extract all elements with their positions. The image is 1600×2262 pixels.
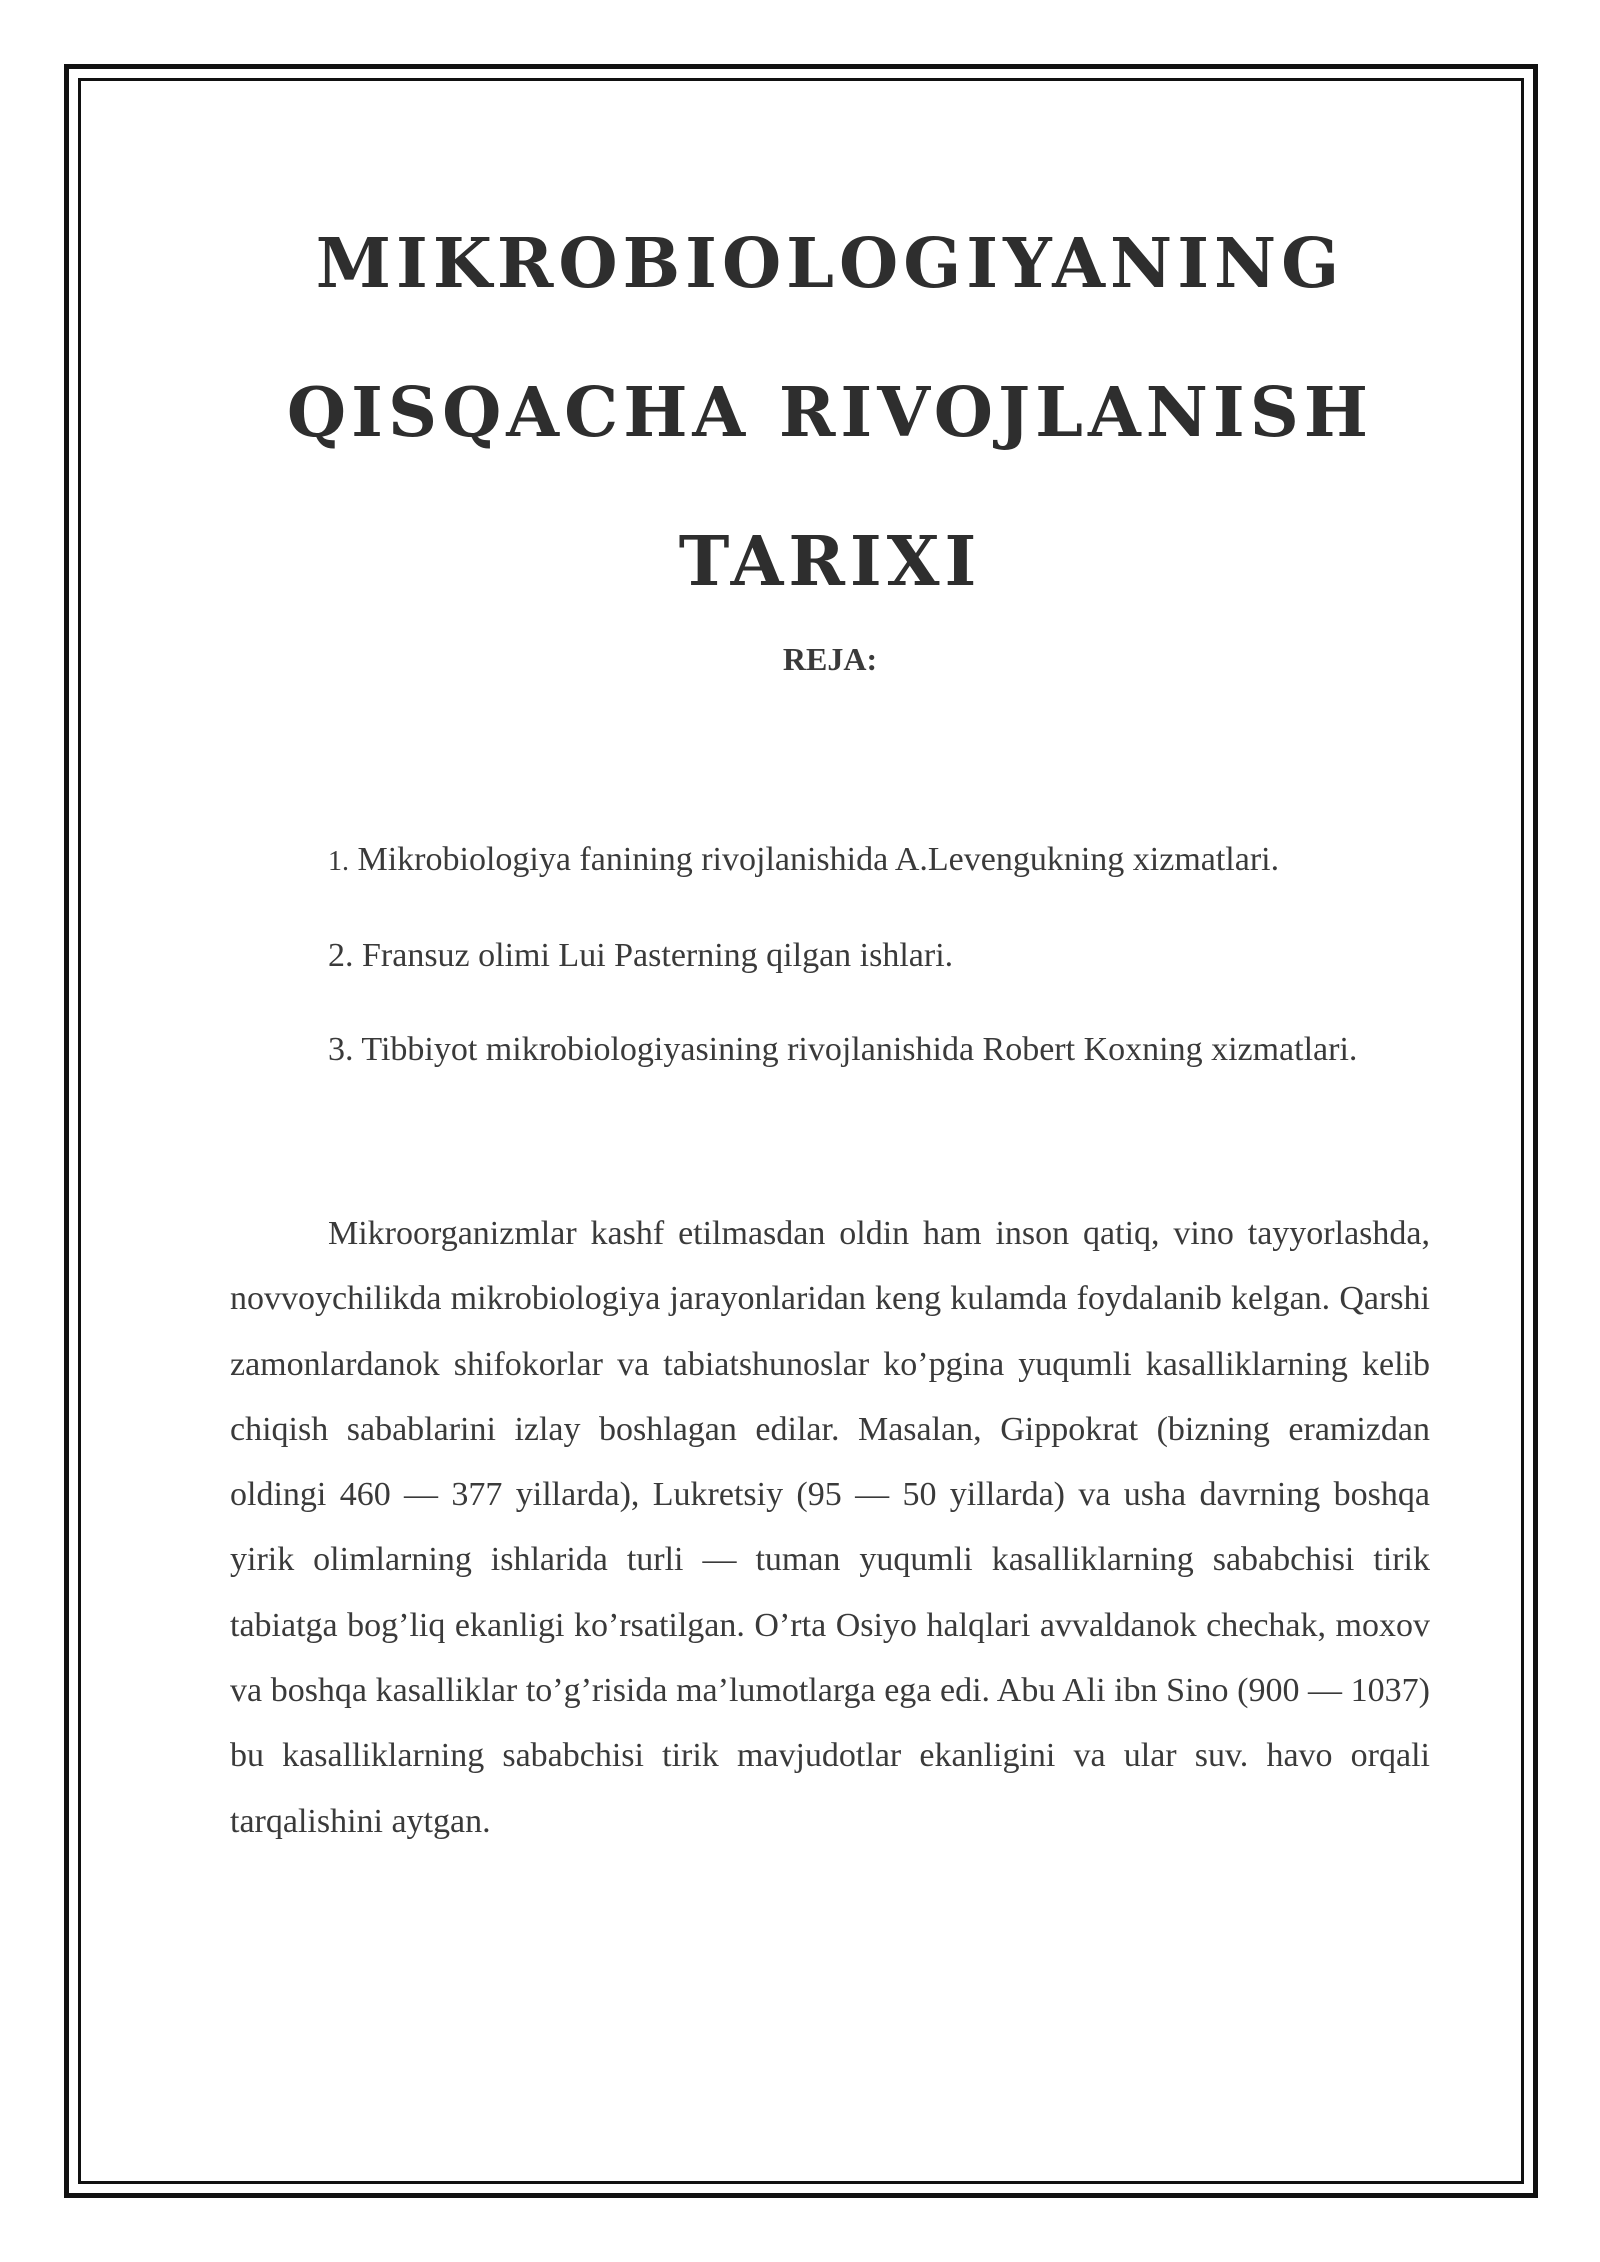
body-paragraph: Mikroorganizmlar kashf etilmasdan oldin ham inson qatiq, vino tayyorlashda, novvoychilikda mikrobiologiya jarayonlaridan keng kulamda foydalanib kelgan. Qarshi zamonlardanok shifokorlar va tabiatshunoslar ko’pgina yuqumli kasalliklarning kelib chiqish sabablarini izlay boshlagan edilar. Masalan, Gippokrat (bizning eramizdan oldingi 460 — 377 yillarda), Lukretsiy (95 — 50 yillarda) va usha davrning boshqa yirik olimlarning ishlarida turli — tuman yuqumli kasalliklarning sababchisi tirik tabiatga bog’liq ekanligi ko’rsatilgan. O’rta Osiyo halqlari avvaldanok chechak, moxov va boshqa kasalliklar to’g’risida ma’lumotlarga ega edi. Abu Ali ibn Sino (900 — 1037) bu kasalliklarning sababchisi tirik mavjudotlar ekanligini va ular suv. havo orqali tarqalishini aytgan. xyxy=(230,1215,1430,1840)
title-line-2: QISQACHA RIVOJLANISH xyxy=(286,373,1374,453)
plan-item-text: Tibbiyot mikrobiologiyasining rivojlanishida Robert Koxning xizmatlari. xyxy=(353,1031,1358,1068)
plan-item-number: 3. xyxy=(328,1031,354,1068)
plan-item-3 xyxy=(230,1017,1430,1083)
plan-heading: REJA: xyxy=(782,641,878,677)
plan-item-number: 1. xyxy=(328,846,349,877)
title-line-3: TARIXI xyxy=(678,522,982,602)
plan-list xyxy=(230,827,1430,1083)
document-body xyxy=(230,190,1430,1888)
plan-item-2 xyxy=(230,923,1430,989)
plan-item-1 xyxy=(230,827,1430,895)
title-line-1: MIKROBIOLOGIYANING xyxy=(315,224,1345,304)
plan-item-number: 2. xyxy=(328,937,354,974)
plan-item-text: Fransuz olimi Lui Pasterning qilgan ishlari. xyxy=(353,937,954,974)
document-title xyxy=(230,190,1430,637)
plan-item-text: Mikrobiologiya fanining rivojlanishida A.Levengukning xizmatlari. xyxy=(349,841,1280,878)
